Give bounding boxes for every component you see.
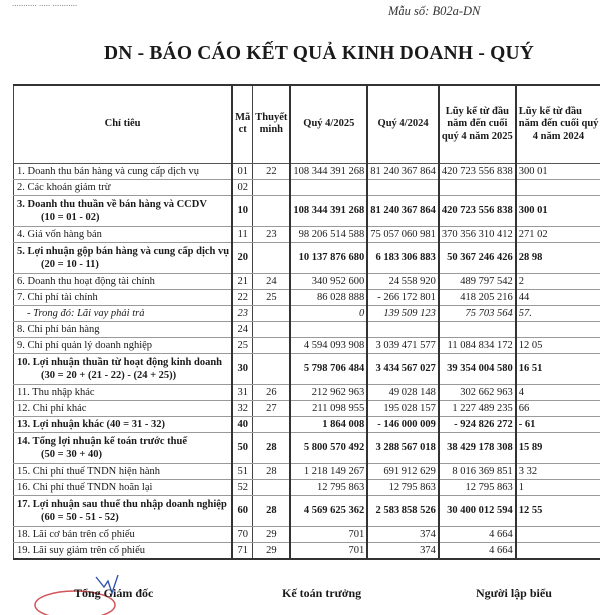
row-ytd-2024: 1 [516, 479, 600, 495]
row-note [253, 305, 291, 321]
table-row [14, 416, 600, 432]
table-row [14, 289, 600, 305]
row-q4-2025: 108 344 391 268 [290, 163, 367, 179]
row-note [253, 179, 291, 195]
row-name [14, 384, 233, 400]
row-label: 6. Doanh thu hoạt động tài chính [17, 276, 155, 287]
header-ytd-2024: Lũy kế từ đầu năm đến cuối quý 4 năm 2024 [516, 85, 600, 163]
row-q4-2025: 701 [290, 526, 367, 542]
row-ytd-2024: 12 05 [516, 337, 600, 353]
row-code: 02 [232, 179, 253, 195]
row-q4-2024: - 266 172 801 [367, 289, 439, 305]
row-ytd-2024: 300 01 [516, 163, 600, 179]
row-ytd-2024 [516, 321, 600, 337]
row-ytd-2025: 420 723 556 838 [439, 163, 516, 179]
row-ytd-2025: 30 400 012 594 [439, 495, 516, 526]
row-ytd-2025: 39 354 004 580 [439, 353, 516, 384]
row-label: 18. Lãi cơ bản trên cổ phiếu [17, 529, 135, 540]
table-row [14, 384, 600, 400]
table-row [14, 321, 600, 337]
row-note: 28 [253, 495, 291, 526]
header-q4-2025: Quý 4/2025 [290, 85, 367, 163]
row-ytd-2024 [516, 542, 600, 559]
header-q4-2024: Quý 4/2024 [367, 85, 439, 163]
form-code: Mẫu số: B02a-DN [388, 4, 480, 19]
row-label: 3. Doanh thu thuần về bán hàng và CCDV [17, 199, 207, 210]
row-q4-2025: 108 344 391 268 [290, 195, 367, 226]
table-row [14, 305, 600, 321]
row-name [14, 479, 233, 495]
row-name [14, 163, 233, 179]
row-q4-2024: 374 [367, 526, 439, 542]
row-code: 60 [232, 495, 253, 526]
row-ytd-2025 [439, 179, 516, 195]
header-thuyet-minh: Thuyết minh [253, 85, 291, 163]
income-statement-table [13, 84, 600, 560]
row-name [14, 195, 233, 226]
header-chi-tieu: Chỉ tiêu [14, 85, 233, 163]
row-note: 27 [253, 400, 291, 416]
row-code: 10 [232, 195, 253, 226]
row-q4-2025: 5 800 570 492 [290, 432, 367, 463]
row-formula: (50 = 30 + 40) [17, 448, 229, 461]
row-label: 15. Chi phí thuế TNDN hiện hành [17, 466, 160, 477]
row-ytd-2025: 4 664 [439, 526, 516, 542]
row-q4-2024: 6 183 306 883 [367, 242, 439, 273]
row-q4-2025: 12 795 863 [290, 479, 367, 495]
table-row [14, 526, 600, 542]
row-label: 19. Lãi suy giảm trên cổ phiếu [17, 545, 145, 556]
row-ytd-2025 [439, 321, 516, 337]
row-q4-2024: 691 912 629 [367, 463, 439, 479]
row-q4-2024 [367, 179, 439, 195]
row-name [14, 526, 233, 542]
row-note: 23 [253, 226, 291, 242]
row-note: 28 [253, 463, 291, 479]
row-code: 11 [232, 226, 253, 242]
row-ytd-2024: 16 51 [516, 353, 600, 384]
row-note: 22 [253, 163, 291, 179]
row-ytd-2025: 1 227 489 235 [439, 400, 516, 416]
row-code: 51 [232, 463, 253, 479]
row-q4-2024: 12 795 863 [367, 479, 439, 495]
row-label: 10. Lợi nhuận thuần từ hoạt động kinh doanh [17, 357, 222, 368]
row-code: 23 [232, 305, 253, 321]
report-title: DN - BÁO CÁO KẾT QUẢ KINH DOANH - QUÝ [0, 43, 600, 65]
row-label: 9. Chi phí quản lý doanh nghiệp [17, 340, 152, 351]
row-ytd-2024: 271 02 [516, 226, 600, 242]
row-q4-2024: - 146 000 009 [367, 416, 439, 432]
signature-ceo: Tổng Giám đốc [74, 586, 153, 601]
row-code: 01 [232, 163, 253, 179]
row-q4-2024: 195 028 157 [367, 400, 439, 416]
row-ytd-2024: 12 55 [516, 495, 600, 526]
row-q4-2025: 340 952 600 [290, 273, 367, 289]
row-name [14, 400, 233, 416]
row-ytd-2025: 8 016 369 851 [439, 463, 516, 479]
row-ytd-2024: 15 89 [516, 432, 600, 463]
row-name [14, 289, 233, 305]
row-ytd-2025: 50 367 246 426 [439, 242, 516, 273]
row-label: - Trong đó: Lãi vay phải trả [17, 308, 144, 319]
table-header-row [14, 85, 600, 163]
row-name [14, 226, 233, 242]
row-code: 40 [232, 416, 253, 432]
row-formula: (10 = 01 - 02) [17, 211, 229, 224]
row-label: 8. Chi phí bán hàng [17, 324, 100, 335]
row-label: 12. Chi phí khác [17, 403, 86, 414]
row-q4-2024: 3 434 567 027 [367, 353, 439, 384]
row-q4-2025: 86 028 888 [290, 289, 367, 305]
table-row [14, 400, 600, 416]
row-ytd-2025: 489 797 542 [439, 273, 516, 289]
row-code: 50 [232, 432, 253, 463]
row-label: 4. Giá vốn hàng bán [17, 229, 102, 240]
row-q4-2024: 2 583 858 526 [367, 495, 439, 526]
table-row [14, 495, 600, 526]
signature-chief-accountant: Kế toán trưởng [282, 586, 361, 601]
row-note [253, 242, 291, 273]
row-note [253, 337, 291, 353]
row-q4-2025: 1 864 008 [290, 416, 367, 432]
top-header-strip: ........... ..... ........... [12, 0, 252, 6]
row-q4-2025: 98 206 514 588 [290, 226, 367, 242]
row-ytd-2024: 44 [516, 289, 600, 305]
row-code: 32 [232, 400, 253, 416]
row-code: 31 [232, 384, 253, 400]
row-code: 71 [232, 542, 253, 559]
row-q4-2025: 4 569 625 362 [290, 495, 367, 526]
row-name [14, 273, 233, 289]
row-ytd-2025: 302 662 963 [439, 384, 516, 400]
table-row [14, 226, 600, 242]
row-ytd-2025: 4 664 [439, 542, 516, 559]
table-row [14, 432, 600, 463]
row-ytd-2025: - 924 826 272 [439, 416, 516, 432]
row-label: 2. Các khoản giảm trừ [17, 182, 110, 193]
row-q4-2025: 701 [290, 542, 367, 559]
row-name [14, 495, 233, 526]
row-name [14, 542, 233, 559]
row-code: 25 [232, 337, 253, 353]
row-q4-2024: 139 509 123 [367, 305, 439, 321]
row-name [14, 305, 233, 321]
row-ytd-2025: 370 356 310 412 [439, 226, 516, 242]
row-q4-2025 [290, 321, 367, 337]
row-formula: (20 = 10 - 11) [17, 258, 229, 271]
table-row [14, 337, 600, 353]
row-q4-2024: 24 558 920 [367, 273, 439, 289]
row-label: 7. Chi phí tài chính [17, 292, 98, 303]
row-code: 24 [232, 321, 253, 337]
row-name [14, 337, 233, 353]
row-code: 22 [232, 289, 253, 305]
row-q4-2025: 1 218 149 267 [290, 463, 367, 479]
row-note: 26 [253, 384, 291, 400]
row-name [14, 416, 233, 432]
row-ytd-2024: 57. [516, 305, 600, 321]
row-note: 28 [253, 432, 291, 463]
row-note: 25 [253, 289, 291, 305]
table-row [14, 273, 600, 289]
table-row [14, 163, 600, 179]
row-ytd-2025: 11 084 834 172 [439, 337, 516, 353]
row-note: 29 [253, 526, 291, 542]
row-note [253, 479, 291, 495]
row-label: 1. Doanh thu bán hàng và cung cấp dịch vụ [17, 166, 199, 177]
signature-preparer: Người lập biểu [476, 586, 552, 601]
row-label: 5. Lợi nhuận gộp bán hàng và cung cấp dịch vụ [17, 246, 229, 257]
row-note [253, 321, 291, 337]
row-ytd-2024: 300 01 [516, 195, 600, 226]
row-note [253, 195, 291, 226]
row-ytd-2024: 2 [516, 273, 600, 289]
row-q4-2025 [290, 179, 367, 195]
row-q4-2024: 374 [367, 542, 439, 559]
row-ytd-2024 [516, 526, 600, 542]
table-row [14, 353, 600, 384]
row-ytd-2025: 12 795 863 [439, 479, 516, 495]
row-name [14, 321, 233, 337]
row-note [253, 353, 291, 384]
row-code: 52 [232, 479, 253, 495]
row-name [14, 463, 233, 479]
row-q4-2024: 3 039 471 577 [367, 337, 439, 353]
row-ytd-2024: 66 [516, 400, 600, 416]
row-ytd-2024 [516, 179, 600, 195]
row-label: 14. Tổng lợi nhuận kế toán trước thuế [17, 436, 187, 447]
table-row [14, 179, 600, 195]
row-name [14, 179, 233, 195]
row-ytd-2024: 4 [516, 384, 600, 400]
row-q4-2025: 212 962 963 [290, 384, 367, 400]
row-note: 24 [253, 273, 291, 289]
row-ytd-2024: - 61 [516, 416, 600, 432]
header-ma-ct: Mã ct [232, 85, 253, 163]
row-q4-2024: 81 240 367 864 [367, 195, 439, 226]
row-name [14, 353, 233, 384]
row-label: 13. Lợi nhuận khác (40 = 31 - 32) [17, 419, 165, 430]
row-code: 20 [232, 242, 253, 273]
row-name [14, 242, 233, 273]
table-row [14, 479, 600, 495]
row-ytd-2025: 75 703 564 [439, 305, 516, 321]
row-label: 17. Lợi nhuận sau thuế thu nhập doanh nghiệp [17, 499, 227, 510]
row-ytd-2025: 38 429 178 308 [439, 432, 516, 463]
row-q4-2024: 49 028 148 [367, 384, 439, 400]
row-label: 16. Chi phí thuế TNDN hoãn lại [17, 482, 152, 493]
row-q4-2024: 81 240 367 864 [367, 163, 439, 179]
row-note: 29 [253, 542, 291, 559]
table-row [14, 542, 600, 559]
row-q4-2025: 4 594 093 908 [290, 337, 367, 353]
row-code: 21 [232, 273, 253, 289]
table-row [14, 463, 600, 479]
row-formula: (30 = 20 + (21 - 22) - (24 + 25)) [17, 369, 229, 382]
row-q4-2025: 0 [290, 305, 367, 321]
table-row [14, 242, 600, 273]
row-q4-2025: 211 098 955 [290, 400, 367, 416]
row-ytd-2024: 28 98 [516, 242, 600, 273]
row-formula: (60 = 50 - 51 - 52) [17, 511, 229, 524]
row-q4-2025: 5 798 706 484 [290, 353, 367, 384]
row-ytd-2025: 420 723 556 838 [439, 195, 516, 226]
row-code: 30 [232, 353, 253, 384]
row-q4-2024 [367, 321, 439, 337]
row-q4-2024: 75 057 060 981 [367, 226, 439, 242]
row-name [14, 432, 233, 463]
row-label: 11. Thu nhập khác [17, 387, 95, 398]
row-ytd-2024: 3 32 [516, 463, 600, 479]
row-code: 70 [232, 526, 253, 542]
table-row [14, 195, 600, 226]
row-note [253, 416, 291, 432]
row-q4-2025: 10 137 876 680 [290, 242, 367, 273]
row-q4-2024: 3 288 567 018 [367, 432, 439, 463]
header-ytd-2025: Lũy kế từ đầu năm đến cuối quý 4 năm 2025 [439, 85, 516, 163]
row-ytd-2025: 418 205 216 [439, 289, 516, 305]
